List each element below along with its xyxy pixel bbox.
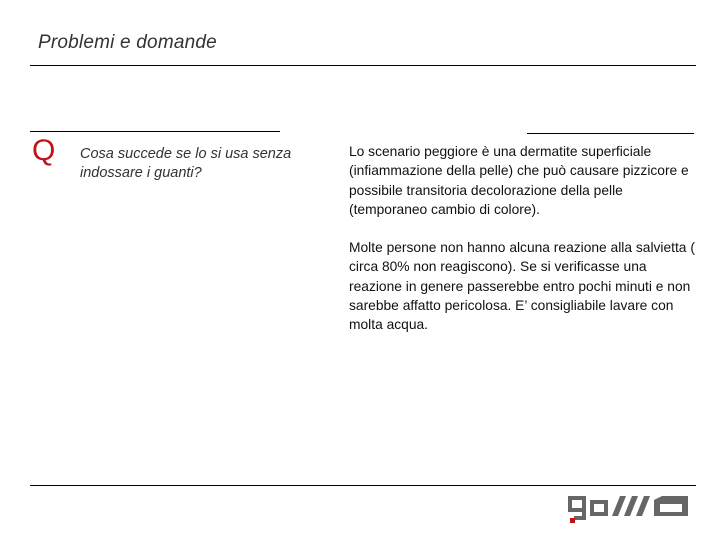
top-divider [30, 65, 696, 66]
answer-paragraph: Molte persone non hanno alcuna reazione alla salvietta ( circa 80% non reagiscono). Se si verificasse una reazione in genere passerebbe entro pochi minuti e non sarebbe affatto pericolosa. E’ consigliabile lavare con molta acqua. [349, 240, 695, 333]
page-title: Problemi e domande [38, 32, 217, 53]
question-marker: Q [32, 134, 56, 167]
question-text: Cosa succede se lo si usa senza indossare i guanti? [80, 146, 292, 181]
question-divider [30, 131, 280, 132]
bottom-divider [30, 485, 696, 486]
answer-paragraph: Lo scenario peggiore è una dermatite superficiale (infiammazione della pelle) che può causare pizzicore e possibile transitoria decolorazione della pelle (temporaneo cambio di colore). [349, 144, 689, 217]
answer-divider [527, 133, 694, 134]
answer-block [349, 142, 697, 354]
gama-logo [566, 494, 690, 524]
